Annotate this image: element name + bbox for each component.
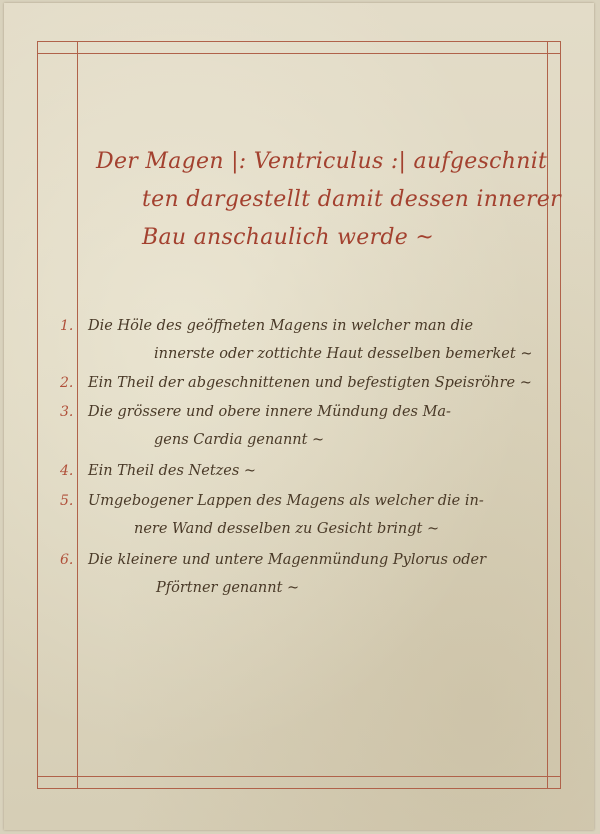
entry-line: nere Wand desselben zu Gesicht bringt ~: [134, 521, 440, 537]
entry-line: Die kleinere und untere Magenmündung Pylorus oder: [88, 552, 487, 568]
entry-line: gens Cardia genannt ~: [154, 432, 325, 448]
manuscript-sheet: [4, 3, 594, 830]
entry-line: Ein Theil der abgeschnittenen und befestigten Speisröhre ~: [88, 375, 532, 391]
frame-rule-bottom-outer: [37, 788, 561, 789]
entry-number: 6.: [60, 552, 74, 568]
entry-line: Ein Theil des Netzes ~: [88, 463, 257, 479]
entry-line: Pförtner genannt ~: [156, 580, 300, 596]
legend-entry-6: [4, 546, 600, 602]
frame-rule-top-inner: [37, 53, 561, 54]
title-line: Der Magen |: Ventriculus :| aufgeschnit: [96, 149, 548, 174]
legend-entry-3: [4, 398, 600, 454]
entry-number: 3.: [60, 404, 74, 420]
legend-entry-5: [4, 487, 600, 543]
legend-entry-1: [4, 312, 600, 368]
entry-line: Umgebogener Lappen des Magens als welcher die in-: [88, 493, 484, 509]
legend-entry-2: [4, 369, 600, 397]
frame-rule-bottom-inner: [37, 776, 561, 777]
entry-number: 5.: [60, 493, 74, 509]
entry-number: 1.: [60, 318, 74, 334]
entry-number: 4.: [60, 463, 74, 479]
title-line: ten dargestellt damit dessen innerer: [142, 187, 561, 212]
entry-line: Die grössere und obere innere Mündung des Ma-: [88, 404, 451, 420]
title-line: Bau anschaulich werde ~: [142, 225, 435, 250]
frame-rule-top-outer: [37, 41, 561, 42]
entry-number: 2.: [60, 375, 74, 391]
entry-line: Die Höle des geöffneten Magens in welcher man die: [88, 318, 474, 334]
entry-line: innerste oder zottichte Haut desselben bemerket ~: [154, 346, 533, 362]
legend-entry-4: [4, 457, 600, 485]
document-title: [96, 143, 561, 257]
